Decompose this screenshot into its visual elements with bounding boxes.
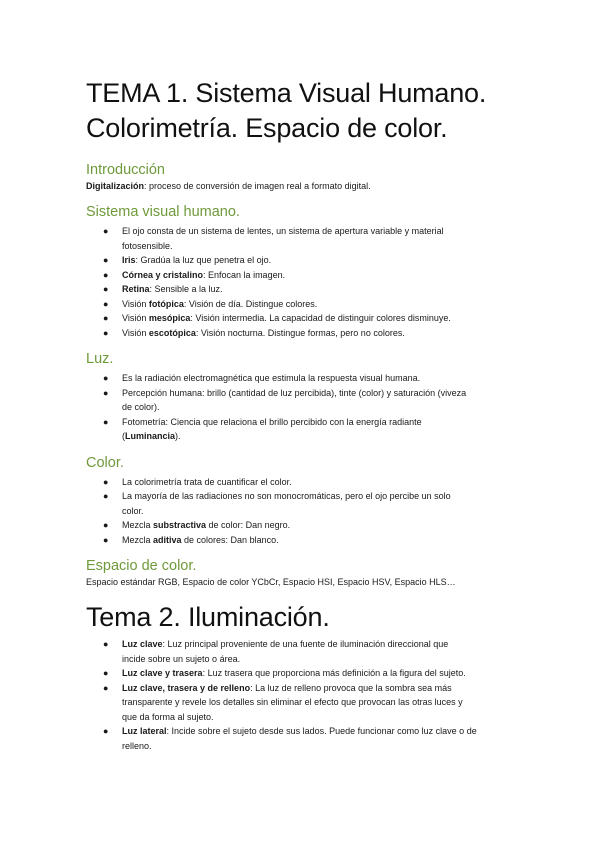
list-item-text: de color). (122, 402, 160, 412)
bullet-icon: ● (103, 255, 109, 265)
list-item-term: aditiva (153, 534, 182, 545)
list-item-text: : Enfocan la imagen. (203, 269, 286, 280)
list-item (122, 239, 514, 254)
list-item-text: Visión (122, 327, 149, 338)
sistema-heading: Sistema visual humano. (86, 204, 240, 220)
list-item-term: Luz lateral (122, 726, 167, 736)
list-item (103, 268, 514, 283)
list-item-text: de color: Dan negro. (206, 520, 291, 530)
luz-list (86, 371, 514, 444)
list-item-term: mesópica (148, 313, 191, 323)
list-item (103, 475, 514, 490)
list-item (103, 386, 514, 401)
list-item (103, 224, 514, 239)
list-item-text: transparente y revele los detalles sin eliminar el efecto que provocan las otras luces y (122, 697, 463, 707)
list-item-term: Luz clave, trasera y de relleno (122, 682, 251, 693)
espacio-heading: Espacio de color. (86, 558, 197, 574)
list-item (103, 666, 514, 681)
list-item-text: : Sensible a la luz. (149, 284, 223, 294)
list-item (103, 282, 514, 297)
intro-heading: Introducción (86, 162, 165, 178)
list-item (103, 253, 514, 268)
list-item-text: La colorimetría trata de cuantificar el color. (122, 476, 292, 487)
list-item (122, 695, 514, 710)
list-item (122, 504, 514, 519)
bullet-icon: ● (103, 387, 109, 398)
list-item (103, 724, 514, 739)
list-item-term: Iris (122, 255, 136, 265)
bullet-icon: ● (103, 668, 109, 678)
list-item-text: : La luz de relleno provoca que la sombra sea más (250, 682, 452, 693)
list-item (103, 326, 514, 341)
list-item-text: Es la radiación electromagnética que estimula la respuesta visual humana. (122, 373, 421, 383)
bullet-icon: ● (103, 298, 109, 309)
list-item-text: que da forma al sujeto. (122, 711, 214, 722)
list-item-term: Córnea y cristalino (122, 269, 204, 280)
bullet-icon: ● (103, 639, 109, 649)
list-item-text: Fotometría: Ciencia que relaciona el brillo percibido con la energía radiante (122, 416, 422, 427)
list-item (103, 489, 514, 504)
bullet-icon: ● (103, 416, 109, 427)
bullet-icon: ● (103, 520, 109, 530)
list-item-text: Mezcla (122, 534, 154, 545)
list-item (103, 415, 514, 430)
list-item-text: : Gradúa la luz que penetra el ojo. (135, 255, 272, 265)
list-item-text: El ojo consta de un sistema de lentes, un sistema de apertura variable y material (122, 226, 444, 236)
list-item-text: Visión (122, 298, 149, 309)
list-item (122, 652, 514, 667)
list-item-text: ). (175, 431, 181, 441)
list-item (122, 400, 514, 415)
sistema-list (86, 224, 514, 340)
list-item (122, 739, 514, 754)
list-item-text: : Luz trasera que proporciona más definición a la figura del sujeto. (202, 668, 466, 678)
list-item-text: relleno. (122, 740, 152, 751)
bullet-icon: ● (103, 682, 109, 693)
list-item (103, 297, 514, 312)
list-item (103, 371, 514, 386)
bullet-icon: ● (103, 476, 109, 487)
intro-term: Digitalización (86, 181, 145, 191)
list-item-text: : Luz principal proveniente de una fuente de iluminación direccional que (162, 639, 449, 649)
list-item-text: Mezcla (122, 520, 154, 530)
list-item (103, 311, 514, 326)
list-item-text: ( (122, 431, 125, 441)
list-item-term: Luminancia (125, 431, 176, 441)
list-item-term: escotópica (148, 327, 196, 338)
bullet-icon: ● (103, 313, 109, 323)
list-item-text: Visión (122, 313, 149, 323)
tema1-title-line2: Colorimetría. Espacio de color. (86, 113, 448, 143)
bullet-icon: ● (103, 726, 109, 736)
list-item-text: de colores: Dan blanco. (181, 534, 279, 545)
bullet-icon: ● (103, 226, 109, 236)
bullet-icon: ● (103, 327, 109, 338)
color-list (86, 475, 514, 548)
color-heading: Color. (86, 454, 124, 471)
list-item-text: La mayoría de las radiaciones no son monocromáticas, pero el ojo percibe un solo (122, 491, 451, 501)
list-item (122, 429, 514, 444)
list-item-text: Percepción humana: brillo (cantidad de luz percibida), tinte (color) y saturación (viveza (122, 387, 467, 398)
list-item-text: : Visión de día. Distingue colores. (183, 298, 318, 309)
intro-paragraph (86, 180, 514, 193)
list-item-text: : Visión intermedia. La capacidad de distinguir colores disminuye. (190, 313, 451, 323)
list-item-term: fotópica (148, 298, 184, 309)
list-item-text: : Visión nocturna. Distingue formas, pero no colores. (195, 327, 405, 338)
list-item (122, 710, 514, 725)
list-item-term: Luz clave (122, 639, 163, 649)
list-item-text: fotosensible. (122, 240, 173, 251)
list-item (103, 637, 514, 652)
bullet-icon: ● (103, 534, 109, 545)
bullet-icon: ● (103, 284, 109, 294)
espacio-text: Espacio estándar RGB, Espacio de color YCbCr, Espacio HSI, Espacio HSV, Espacio HLS… (86, 577, 456, 587)
bullet-icon: ● (103, 373, 109, 383)
tema1-title-line1: TEMA 1. Sistema Visual Humano. (86, 78, 487, 108)
list-item-text: : Incide sobre el sujeto desde sus lados. Puede funcionar como luz clave o de (166, 726, 477, 736)
list-item-term: Luz clave y trasera (122, 668, 203, 678)
list-item-text: incide sobre un sujeto o área. (122, 653, 241, 664)
intro-text: : proceso de conversión de imagen real a formato digital. (144, 181, 371, 191)
bullet-icon: ● (103, 269, 109, 280)
bullet-icon: ● (103, 491, 109, 501)
luz-heading: Luz. (86, 351, 114, 367)
list-item (103, 533, 514, 548)
list-item-term: substractiva (153, 520, 207, 530)
list-item (103, 681, 514, 696)
tema2-list (86, 637, 514, 753)
list-item (103, 518, 514, 533)
list-item-text: color. (122, 505, 144, 516)
tema2-title: Tema 2. Iluminación. (86, 602, 330, 632)
list-item-term: Retina (122, 284, 150, 294)
